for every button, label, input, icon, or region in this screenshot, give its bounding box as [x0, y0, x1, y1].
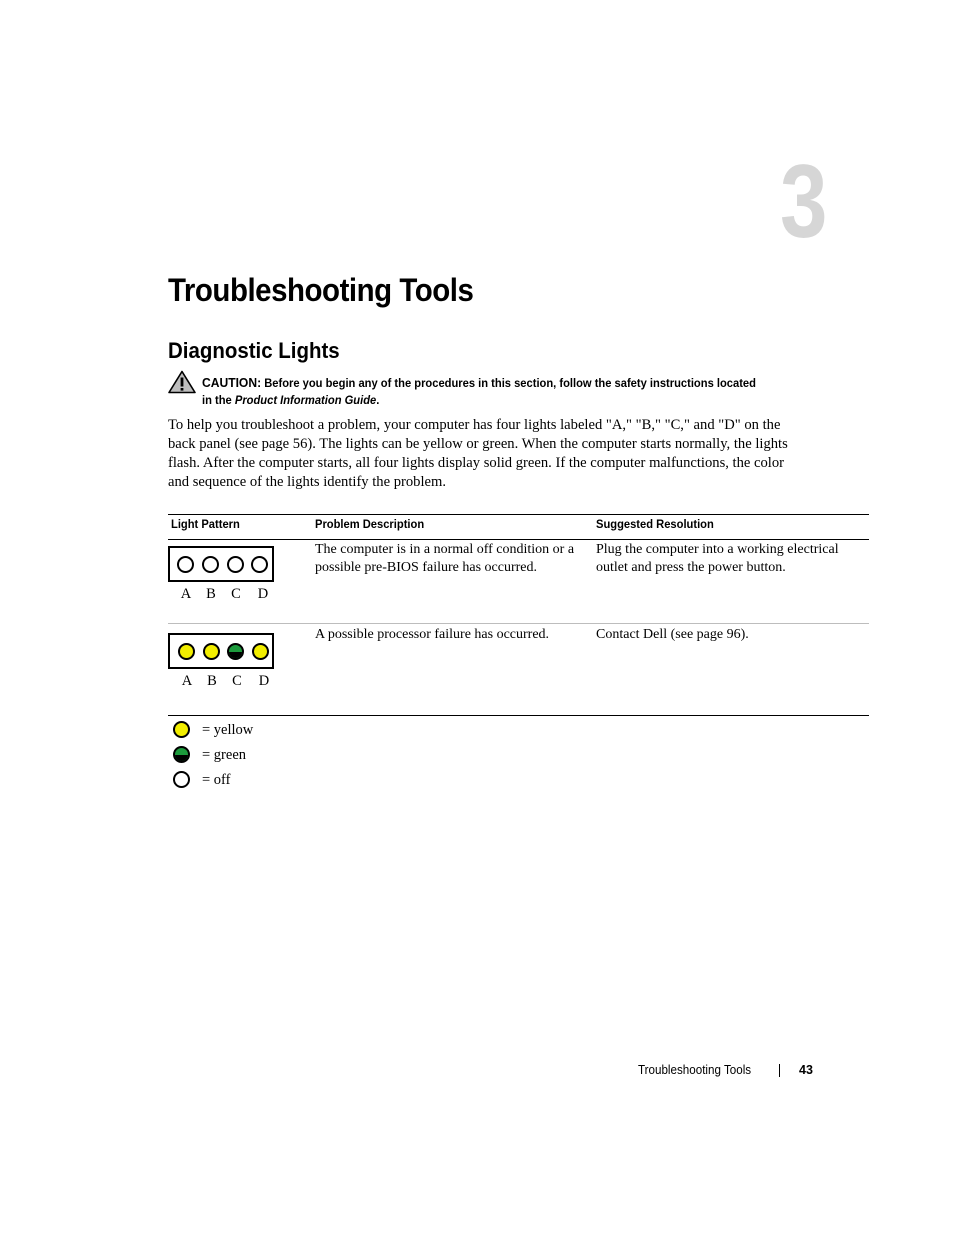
- problem-description: A possible processor failure has occurred.: [315, 627, 550, 642]
- chapter-title: Troubleshooting Tools: [168, 272, 474, 308]
- light-label-c: C: [232, 673, 242, 689]
- intro-paragraph: To help you troubleshoot a problem, your computer has four lights labeled "A," "B," "C," and "D" on the back panel (see page 56). The lights can be yellow or green. When the computer starts normally, the lights flash. After the computer starts, all four lights display solid green. If the computer malfunctions, the color and sequence of the lights identify the problem.: [168, 417, 788, 490]
- light-label-d: D: [257, 586, 269, 602]
- caution-notice: [168, 370, 788, 414]
- light-a: [178, 643, 195, 660]
- legend-yellow-light: [173, 721, 190, 738]
- light-label-a: A: [180, 586, 192, 602]
- light-pattern-box: [168, 546, 274, 582]
- caution-triangle-icon: [168, 370, 196, 394]
- page-number: 43: [799, 1063, 813, 1077]
- table-top-rule: [168, 514, 869, 515]
- caution-body: Before you begin any of the procedures in this section, follow the safety instructions located in the: [202, 376, 756, 407]
- light-b: [203, 643, 220, 660]
- caution-text: [202, 374, 760, 409]
- legend-off-light: [173, 771, 190, 788]
- light-label-b: B: [206, 586, 216, 602]
- legend-green-light: [173, 746, 190, 763]
- problem-description: The computer is in a normal off condition or a possible pre-BIOS failure has occurred.: [315, 542, 575, 575]
- footer-separator: [779, 1064, 780, 1077]
- light-pattern-box: [168, 633, 274, 669]
- light-label-b: B: [207, 673, 217, 689]
- chapter-number: 3: [780, 144, 828, 260]
- header-problem-description: Problem Description: [315, 517, 425, 531]
- light-c: [227, 556, 244, 573]
- header-light-pattern: Light Pattern: [171, 517, 240, 531]
- legend-off-label: = off: [202, 772, 231, 788]
- light-d: [252, 643, 269, 660]
- light-label-c: C: [231, 586, 241, 602]
- table-header-rule: [168, 539, 869, 540]
- light-label-a: A: [181, 673, 193, 689]
- caution-label: CAUTION:: [202, 375, 262, 390]
- light-d: [251, 556, 268, 573]
- light-label-d: D: [258, 673, 270, 689]
- table-bottom-rule: [168, 715, 869, 716]
- legend-green-label: = green: [202, 747, 247, 763]
- suggested-resolution: Plug the computer into a working electrical outlet and press the power button.: [596, 542, 839, 575]
- light-a: [177, 556, 194, 573]
- footer-title: Troubleshooting Tools: [638, 1063, 752, 1077]
- table-row-rule: [168, 623, 869, 624]
- caution-end: .: [376, 393, 380, 407]
- legend-yellow-label: = yellow: [202, 722, 254, 738]
- header-suggested-resolution: Suggested Resolution: [596, 517, 714, 531]
- light-c: [227, 643, 244, 660]
- light-b: [202, 556, 219, 573]
- section-title: Diagnostic Lights: [168, 338, 340, 363]
- guide-name: Product Information Guide: [234, 393, 377, 407]
- suggested-resolution: Contact Dell (see page 96).: [596, 627, 749, 642]
